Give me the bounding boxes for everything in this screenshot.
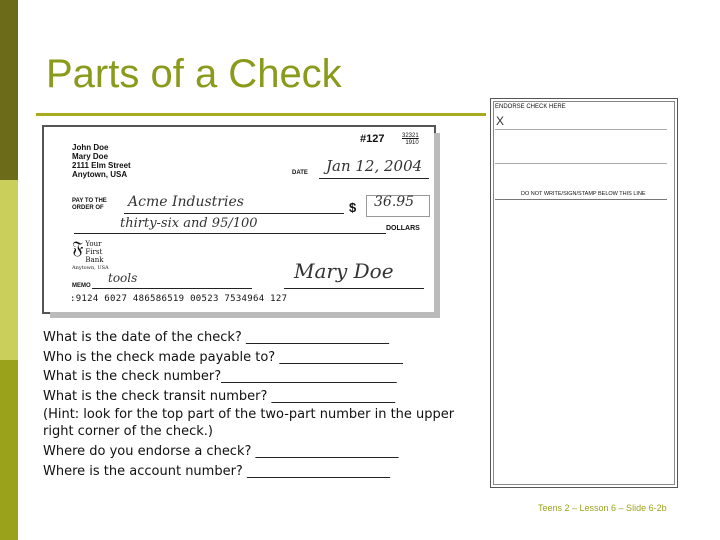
bank-line-1: Your xyxy=(85,240,102,248)
pay-to-label xyxy=(72,198,107,212)
payee-line xyxy=(124,213,344,214)
slide-title: Parts of a Check xyxy=(46,52,342,96)
question-payee: Who is the check made payable to? ___________________ xyxy=(43,349,403,365)
no-write-line xyxy=(495,199,667,200)
transit-top: 32321 xyxy=(402,133,419,139)
holder-address-2: Anytown, USA xyxy=(72,170,128,179)
transit-number xyxy=(402,133,419,147)
date-value: Jan 12, 2004 xyxy=(326,157,423,175)
check-shadow-right xyxy=(434,133,440,318)
no-write-label: DO NOT WRITE/SIGN/STAMP BELOW THIS LINE xyxy=(521,191,646,197)
holder-name-1: John Doe xyxy=(72,143,109,152)
check-number: #127 xyxy=(360,133,385,145)
check-front xyxy=(42,125,436,314)
title-rule xyxy=(36,113,486,116)
holder-name-2: Mary Doe xyxy=(72,152,109,161)
question-date: What is the date of the check? ______________________ xyxy=(43,330,389,345)
holder-address-1: 2111 Elm Street xyxy=(72,161,131,170)
pay-to-label-line2: ORDER OF xyxy=(72,205,104,211)
micr-line: :9124 6027 486586519 00523 7534964 127 xyxy=(70,294,288,304)
memo-label: MEMO xyxy=(72,283,91,289)
endorse-line-1 xyxy=(495,129,667,130)
memo-value: tools xyxy=(108,271,138,285)
question-endorse: Where do you endorse a check? ______________________ xyxy=(43,444,399,459)
check-back xyxy=(490,98,678,488)
written-amount: thirty-six and 95/100 xyxy=(120,216,258,231)
signature: Mary Doe xyxy=(294,259,394,283)
date-label: DATE xyxy=(292,170,308,176)
bank-city: Anytown, USA xyxy=(72,265,109,271)
endorse-line-2 xyxy=(495,163,667,164)
accent-band-middle xyxy=(0,180,18,360)
amount-value: 36.95 xyxy=(374,194,415,210)
dollars-label: DOLLARS xyxy=(386,225,420,232)
question-hint: (Hint: look for the top part of the two-part number in the upper right corner of the check.) xyxy=(43,407,455,439)
question-transit-number: What is the check transit number? ___________________ xyxy=(43,388,395,404)
check-back-inner xyxy=(493,101,675,485)
question-account-number: Where is the account number? ______________________ xyxy=(43,463,390,479)
memo-line xyxy=(92,288,252,289)
accent-band-top xyxy=(0,0,18,180)
account-holder-block xyxy=(72,143,131,179)
written-amount-line xyxy=(74,233,386,234)
date-line xyxy=(319,178,429,179)
payee-value: Acme Industries xyxy=(128,194,244,210)
pay-to-label-line1: PAY TO THE xyxy=(72,198,107,204)
bank-line-3: Bank xyxy=(85,256,104,264)
bank-line-2: First xyxy=(85,248,103,256)
bank-logo-icon: 𝔉 xyxy=(72,238,84,259)
question-list xyxy=(43,328,483,481)
check-shadow-bottom xyxy=(50,312,440,318)
dollar-sign: $ xyxy=(349,200,357,215)
slide-footer: Teens 2 – Lesson 6 – Slide 6-2b xyxy=(538,503,667,513)
transit-bottom: 1910 xyxy=(405,140,419,146)
endorse-label: ENDORSE CHECK HERE xyxy=(495,104,566,110)
endorse-x-mark: X xyxy=(496,114,505,128)
accent-band-bottom xyxy=(0,360,18,540)
question-check-number: What is the check number?___________________________ xyxy=(43,369,397,384)
signature-line xyxy=(284,288,424,289)
bank-logo xyxy=(72,240,109,272)
